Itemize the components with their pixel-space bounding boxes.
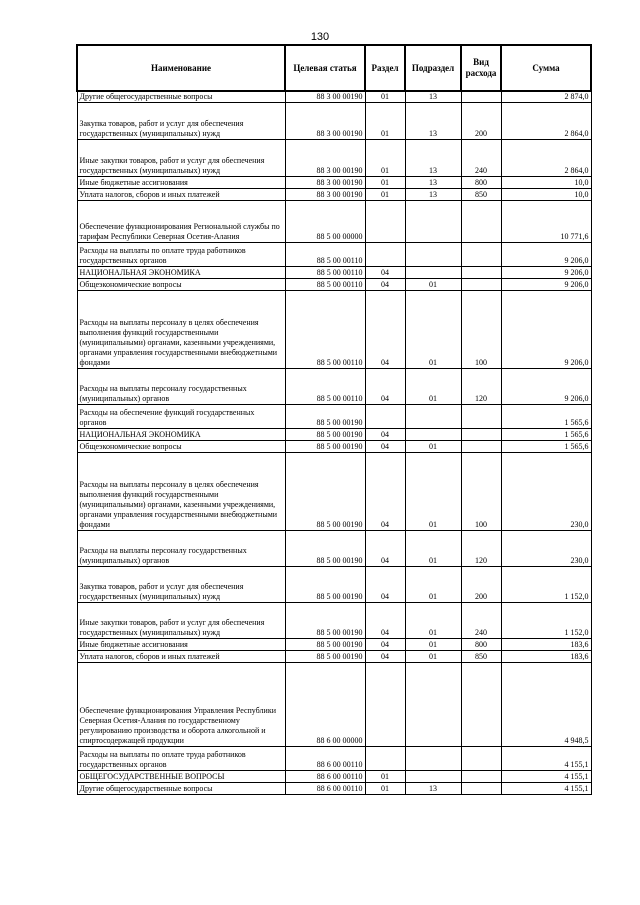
cell-subsection (405, 201, 461, 243)
cell-sum: 1 152,0 (501, 603, 591, 639)
cell-name: Другие общегосударственные вопросы (77, 783, 285, 795)
cell-name: Общеэкономические вопросы (77, 441, 285, 453)
cell-kind: 850 (461, 189, 501, 201)
budget-table (76, 44, 592, 795)
cell-target: 88 5 00 00190 (285, 603, 365, 639)
cell-target: 88 5 00 00000 (285, 201, 365, 243)
cell-sum: 4 155,1 (501, 747, 591, 771)
cell-name: Уплата налогов, сборов и иных платежей (77, 189, 285, 201)
cell-name: Иные закупки товаров, работ и услуг для обеспечения государственных (муниципальных) нужд (77, 603, 285, 639)
cell-sum: 230,0 (501, 453, 591, 531)
cell-sum: 10,0 (501, 189, 591, 201)
table-row (77, 267, 591, 279)
cell-section: 04 (365, 441, 405, 453)
header-subsection: Подраздел (405, 45, 461, 91)
cell-subsection (405, 405, 461, 429)
cell-kind: 850 (461, 651, 501, 663)
cell-name: Расходы на выплаты персоналу в целях обеспечения выполнения функций государственными (муниципальными) органами, казенными учреждениями, органами управления государственными внебюджетными фондами (77, 291, 285, 369)
cell-section (365, 201, 405, 243)
cell-name: ОБЩЕГОСУДАРСТВЕННЫЕ ВОПРОСЫ (77, 771, 285, 783)
cell-kind: 240 (461, 603, 501, 639)
cell-section: 04 (365, 639, 405, 651)
table-row (77, 747, 591, 771)
cell-section: 01 (365, 177, 405, 189)
cell-target: 88 5 00 00190 (285, 651, 365, 663)
cell-subsection: 13 (405, 91, 461, 103)
cell-sum: 1 565,6 (501, 441, 591, 453)
cell-subsection: 01 (405, 603, 461, 639)
cell-subsection: 01 (405, 453, 461, 531)
cell-sum: 183,6 (501, 639, 591, 651)
cell-sum: 4 948,5 (501, 663, 591, 747)
cell-subsection (405, 771, 461, 783)
table-row (77, 603, 591, 639)
cell-kind (461, 783, 501, 795)
table-row (77, 201, 591, 243)
cell-name: Иные бюджетные ассигнования (77, 639, 285, 651)
cell-sum: 2 874,0 (501, 91, 591, 103)
cell-sum: 9 206,0 (501, 369, 591, 405)
header-target: Целевая статья (285, 45, 365, 91)
cell-name: Расходы на выплаты по оплате труда работников государственных органов (77, 747, 285, 771)
cell-kind (461, 267, 501, 279)
cell-subsection: 01 (405, 369, 461, 405)
cell-section (365, 243, 405, 267)
cell-subsection: 13 (405, 189, 461, 201)
cell-target: 88 5 00 00110 (285, 243, 365, 267)
cell-subsection (405, 243, 461, 267)
cell-name: Закупка товаров, работ и услуг для обеспечения государственных (муниципальных) нужд (77, 567, 285, 603)
cell-section: 04 (365, 429, 405, 441)
page-number: 130 (310, 31, 330, 43)
cell-kind (461, 747, 501, 771)
cell-name: Расходы на выплаты персоналу в целях обеспечения выполнения функций государственными (муниципальными) органами, казенными учреждениями, органами управления государственными внебюджетными фондами (77, 453, 285, 531)
cell-kind (461, 663, 501, 747)
cell-name: Иные бюджетные ассигнования (77, 177, 285, 189)
cell-section: 04 (365, 453, 405, 531)
cell-kind: 100 (461, 453, 501, 531)
cell-kind: 100 (461, 291, 501, 369)
table-row (77, 177, 591, 189)
cell-name: Расходы на выплаты персоналу государственных (муниципальных) органов (77, 531, 285, 567)
cell-sum: 2 864,0 (501, 140, 591, 177)
cell-target: 88 5 00 00190 (285, 441, 365, 453)
cell-subsection (405, 747, 461, 771)
cell-sum: 183,6 (501, 651, 591, 663)
cell-target: 88 3 00 00190 (285, 91, 365, 103)
cell-sum: 4 155,1 (501, 783, 591, 795)
cell-name: Общеэкономические вопросы (77, 279, 285, 291)
cell-subsection: 01 (405, 567, 461, 603)
cell-section: 04 (365, 291, 405, 369)
cell-kind: 800 (461, 639, 501, 651)
table-row (77, 91, 591, 103)
cell-target: 88 5 00 00190 (285, 531, 365, 567)
cell-sum: 9 206,0 (501, 267, 591, 279)
cell-subsection: 13 (405, 783, 461, 795)
cell-target: 88 5 00 00190 (285, 567, 365, 603)
cell-target: 88 3 00 00190 (285, 189, 365, 201)
cell-target: 88 3 00 00190 (285, 103, 365, 140)
table-row (77, 663, 591, 747)
cell-section: 04 (365, 603, 405, 639)
cell-target: 88 6 00 00110 (285, 783, 365, 795)
cell-kind: 200 (461, 103, 501, 140)
cell-section: 04 (365, 567, 405, 603)
cell-name: Расходы на выплаты по оплате труда работников государственных органов (77, 243, 285, 267)
cell-subsection (405, 267, 461, 279)
cell-section: 04 (365, 651, 405, 663)
cell-name: Расходы на обеспечение функций государственных органов (77, 405, 285, 429)
table-row (77, 103, 591, 140)
cell-section: 01 (365, 103, 405, 140)
cell-target: 88 5 00 00190 (285, 639, 365, 651)
cell-kind: 800 (461, 177, 501, 189)
table-row (77, 291, 591, 369)
cell-target: 88 5 00 00110 (285, 267, 365, 279)
cell-section: 01 (365, 189, 405, 201)
cell-kind (461, 441, 501, 453)
cell-target: 88 5 00 00110 (285, 369, 365, 405)
table-row (77, 771, 591, 783)
cell-sum: 9 206,0 (501, 279, 591, 291)
cell-section: 01 (365, 771, 405, 783)
table-row (77, 783, 591, 795)
table-row (77, 567, 591, 603)
cell-kind: 120 (461, 369, 501, 405)
cell-sum: 10,0 (501, 177, 591, 189)
cell-target: 88 6 00 00000 (285, 663, 365, 747)
cell-name: Закупка товаров, работ и услуг для обеспечения государственных (муниципальных) нужд (77, 103, 285, 140)
table-row (77, 453, 591, 531)
cell-target: 88 6 00 00110 (285, 771, 365, 783)
table-row (77, 189, 591, 201)
cell-sum: 9 206,0 (501, 291, 591, 369)
cell-name: НАЦИОНАЛЬНАЯ ЭКОНОМИКА (77, 267, 285, 279)
cell-subsection: 01 (405, 531, 461, 567)
cell-section: 04 (365, 531, 405, 567)
header-kind: Вид расхода (461, 45, 501, 91)
cell-name: Расходы на выплаты персоналу государственных (муниципальных) органов (77, 369, 285, 405)
cell-sum: 4 155,1 (501, 771, 591, 783)
cell-name: Другие общегосударственные вопросы (77, 91, 285, 103)
table-row (77, 140, 591, 177)
cell-section: 04 (365, 267, 405, 279)
cell-name: НАЦИОНАЛЬНАЯ ЭКОНОМИКА (77, 429, 285, 441)
table-header-row (77, 45, 591, 91)
cell-sum: 230,0 (501, 531, 591, 567)
cell-target: 88 5 00 00190 (285, 405, 365, 429)
cell-sum: 2 864,0 (501, 103, 591, 140)
cell-target: 88 5 00 00110 (285, 279, 365, 291)
table-row (77, 639, 591, 651)
cell-name: Обеспечение функционирования Управления Республики Северная Осетия-Алания по государственному регулированию производства и оборота алкогольной и спиртосодержащей продукции (77, 663, 285, 747)
cell-section: 01 (365, 783, 405, 795)
cell-name: Иные закупки товаров, работ и услуг для обеспечения государственных (муниципальных) нужд (77, 140, 285, 177)
cell-subsection: 01 (405, 291, 461, 369)
cell-section (365, 663, 405, 747)
cell-section: 04 (365, 369, 405, 405)
cell-kind (461, 91, 501, 103)
cell-sum: 9 206,0 (501, 243, 591, 267)
cell-section (365, 405, 405, 429)
cell-sum: 1 152,0 (501, 567, 591, 603)
cell-target: 88 5 00 00110 (285, 291, 365, 369)
cell-subsection: 13 (405, 177, 461, 189)
cell-sum: 10 771,6 (501, 201, 591, 243)
cell-target: 88 3 00 00190 (285, 140, 365, 177)
cell-target: 88 6 00 00110 (285, 747, 365, 771)
table-row (77, 531, 591, 567)
cell-section: 04 (365, 279, 405, 291)
cell-section: 01 (365, 140, 405, 177)
cell-kind (461, 243, 501, 267)
cell-subsection: 01 (405, 651, 461, 663)
cell-kind (461, 771, 501, 783)
cell-subsection: 01 (405, 639, 461, 651)
cell-target: 88 3 00 00190 (285, 177, 365, 189)
cell-section: 01 (365, 91, 405, 103)
header-section: Раздел (365, 45, 405, 91)
cell-target: 88 5 00 00190 (285, 429, 365, 441)
cell-subsection: 13 (405, 140, 461, 177)
header-sum: Сумма (501, 45, 591, 91)
cell-kind (461, 279, 501, 291)
cell-kind: 200 (461, 567, 501, 603)
cell-subsection: 01 (405, 441, 461, 453)
cell-kind: 240 (461, 140, 501, 177)
cell-kind (461, 201, 501, 243)
cell-sum: 1 565,6 (501, 429, 591, 441)
header-name: Наименование (77, 45, 285, 91)
cell-subsection (405, 663, 461, 747)
table-row (77, 405, 591, 429)
cell-subsection: 13 (405, 103, 461, 140)
table-row (77, 429, 591, 441)
table-row (77, 279, 591, 291)
cell-sum: 1 565,6 (501, 405, 591, 429)
cell-subsection: 01 (405, 279, 461, 291)
cell-kind (461, 405, 501, 429)
cell-kind (461, 429, 501, 441)
table-row (77, 369, 591, 405)
cell-name: Уплата налогов, сборов и иных платежей (77, 651, 285, 663)
cell-section (365, 747, 405, 771)
table-row (77, 651, 591, 663)
cell-name: Обеспечение функционирования Региональной службы по тарифам Республики Северная Осетия-Алания (77, 201, 285, 243)
cell-kind: 120 (461, 531, 501, 567)
cell-subsection (405, 429, 461, 441)
cell-target: 88 5 00 00190 (285, 453, 365, 531)
table-row (77, 441, 591, 453)
table-row (77, 243, 591, 267)
